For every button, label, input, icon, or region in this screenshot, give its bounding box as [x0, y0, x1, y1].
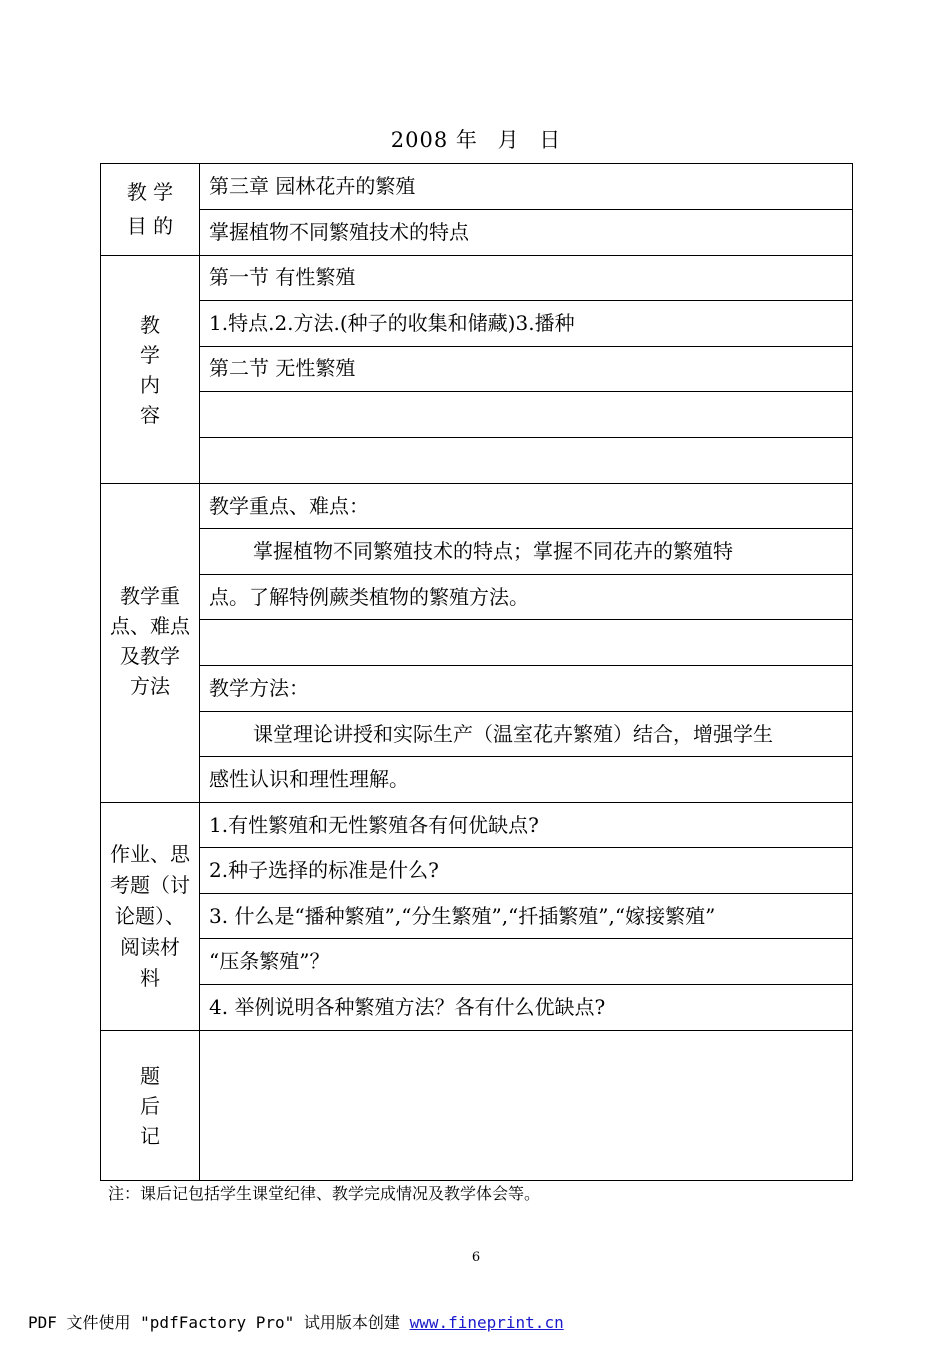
postscript-area: [200, 1031, 852, 1180]
objective-label-line: 教 学: [126, 180, 174, 204]
postscript-label-char: 题: [140, 1064, 160, 1088]
homework-line: 2.种子选择的标准是什么?: [209, 858, 439, 882]
row-divider: [199, 847, 853, 848]
homework-line: 4. 举例说明各种繁殖方法？各有什么优缺点?: [209, 995, 606, 1019]
keypoints-label-line: 点、难点: [110, 614, 190, 638]
date-day: 日: [539, 128, 562, 152]
pdf-footer: [28, 1310, 564, 1333]
row-divider: [199, 711, 853, 712]
section-divider: [100, 483, 853, 484]
postscript-label: [100, 1060, 200, 1152]
content-label-char: 容: [140, 403, 160, 427]
homework-label: [100, 838, 200, 994]
homework-line: 1.有性繁殖和无性繁殖各有何优缺点?: [209, 813, 539, 837]
objective-label-line: 目 的: [126, 214, 174, 238]
homework-label-line: 作业、思: [110, 841, 190, 866]
section-divider: [100, 255, 853, 256]
content-line: 第一节 有性繁殖: [209, 265, 356, 289]
date-month: 月: [497, 128, 520, 152]
footer-link[interactable]: www.fineprint.cn: [409, 1313, 564, 1332]
objective-line: 掌握植物不同繁殖技术的特点: [209, 220, 469, 244]
row-divider: [199, 619, 853, 620]
row-divider: [199, 300, 853, 301]
postscript-label-char: 记: [140, 1124, 160, 1148]
keypoints-label: [100, 580, 200, 702]
keypoints-line: 教学方法：: [209, 676, 309, 700]
keypoints-label-line: 教学重: [120, 584, 180, 608]
section-divider: [100, 802, 853, 803]
content-label: [100, 300, 200, 440]
row-divider: [199, 346, 853, 347]
homework-line: “压条繁殖”？: [209, 949, 330, 973]
footer-text: PDF 文件使用 "pdfFactory Pro" 试用版本创建: [28, 1313, 400, 1332]
row-divider: [199, 574, 853, 575]
row-divider: [199, 665, 853, 666]
homework-label-line: 料: [140, 965, 160, 990]
objective-label: [100, 163, 200, 255]
objective-line: 第三章 园林花卉的繁殖: [209, 174, 416, 198]
content-line: 第二节 无性繁殖: [209, 356, 356, 380]
row-divider: [199, 528, 853, 529]
row-divider: [199, 893, 853, 894]
homework-line: 3. 什么是“播种繁殖”,“分生繁殖”,“扦插繁殖”,“嫁接繁殖”: [209, 904, 716, 928]
content-line: 1.特点.2.方法.(种子的收集和储藏)3.播种: [209, 311, 575, 335]
keypoints-line: 课堂理论讲授和实际生产（温室花卉繁殖）结合，增强学生: [253, 722, 773, 746]
homework-label-line: 考题（讨: [110, 872, 190, 897]
row-divider: [199, 938, 853, 939]
footnote: 注：课后记包括学生课堂纪律、教学完成情况及教学体会等。: [108, 1184, 541, 1203]
keypoints-line: 点。了解特例蕨类植物的繁殖方法。: [209, 585, 529, 609]
homework-label-line: 论题）、: [115, 903, 185, 928]
row-divider: [199, 209, 853, 210]
row-divider: [199, 756, 853, 757]
keypoints-line: 感性认识和理性理解。: [209, 767, 409, 791]
row-divider: [199, 984, 853, 985]
content-label-char: 学: [140, 343, 160, 367]
keypoints-line: 教学重点、难点：: [209, 494, 369, 518]
content-label-char: 内: [140, 373, 160, 397]
homework-label-line: 阅读材: [120, 934, 180, 959]
row-divider: [199, 391, 853, 392]
page-number: 6: [471, 1250, 481, 1265]
keypoints-label-line: 方法: [130, 674, 170, 698]
keypoints-label-line: 及教学: [120, 644, 180, 668]
content-label-char: 教: [140, 313, 160, 337]
date-year: 2008 年: [390, 128, 478, 152]
row-divider: [199, 437, 853, 438]
postscript-label-char: 后: [140, 1094, 160, 1118]
date-line: [0, 124, 952, 154]
keypoints-line: 掌握植物不同繁殖技术的特点；掌握不同花卉的繁殖特: [253, 539, 733, 563]
